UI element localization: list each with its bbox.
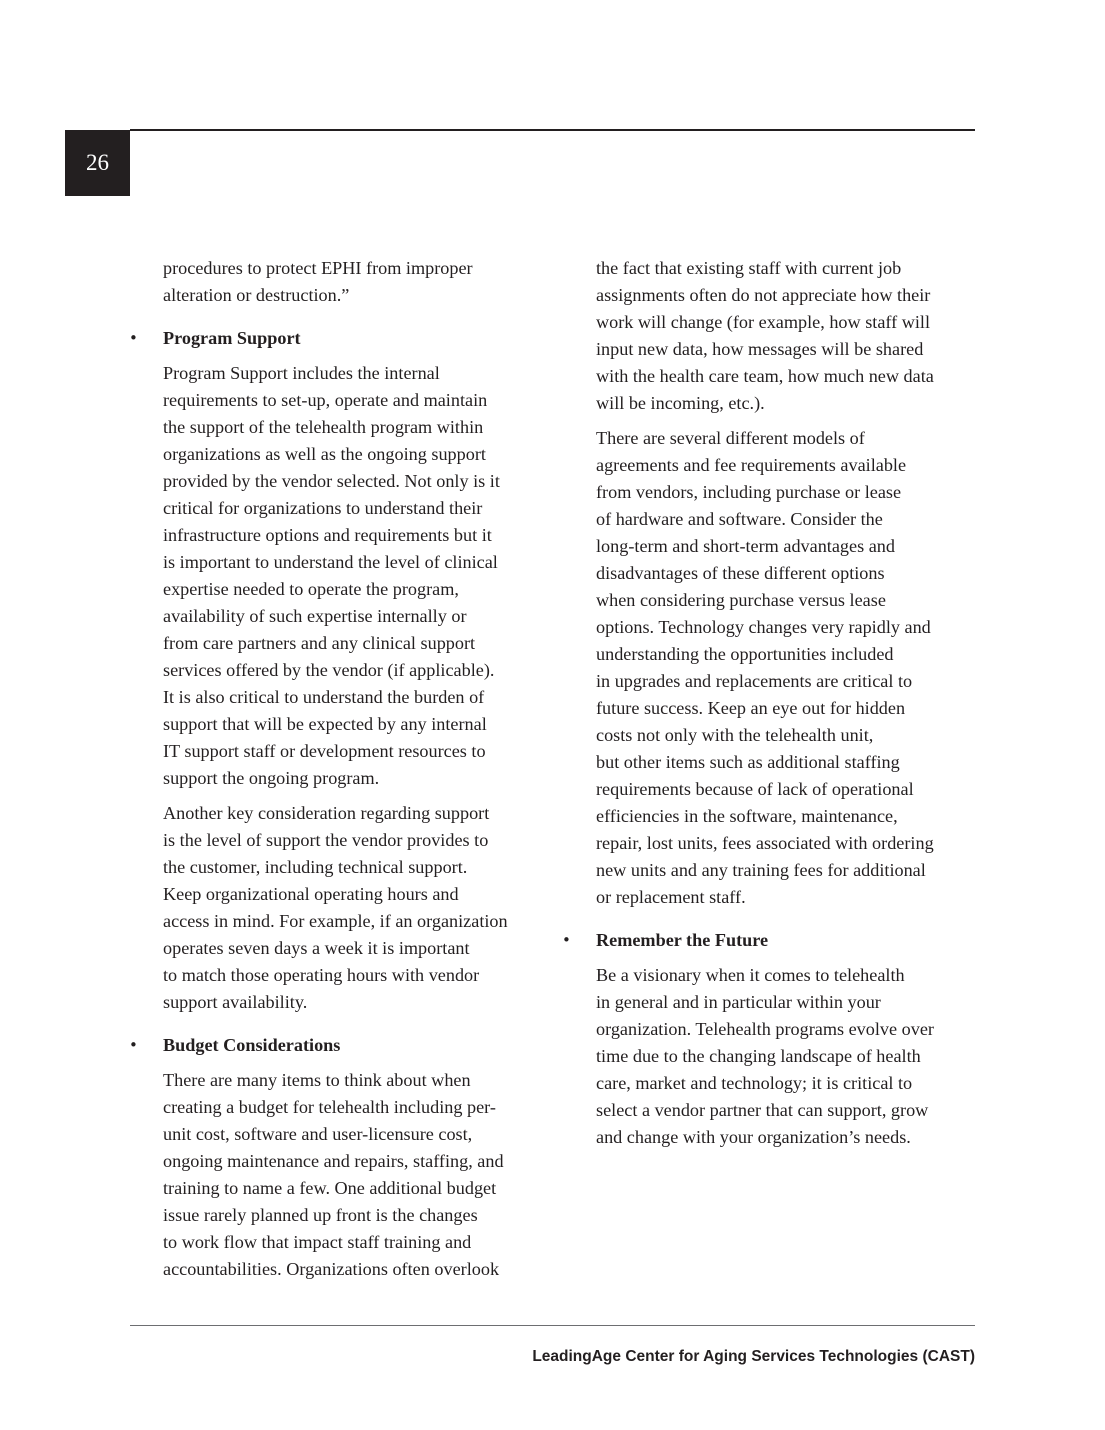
bullet-heading-future [562, 927, 981, 954]
bullet-icon: • [129, 1036, 138, 1054]
footer-rule [130, 1325, 975, 1326]
right-column [562, 255, 981, 1151]
program-support-paragraph-1: Program Support includes the internal requirements to set-up, operate and maintain the support of the telehealth program within organizations as well as the ongoing support provided by the vendor selected. Not only is it critical for organizations to understand their infrastructure options and requirements but it is important to understand the level of clinical expertise needed to operate the program, availability of such expertise internally or from care partners and any clinical support services offered by the vendor (if applicable). It is also critical to understand the burden of support that will be expected by any internal IT support staff or development resources to support the ongoing program. [163, 363, 500, 788]
left-column [129, 255, 548, 1283]
heading-budget-considerations: Budget Considerations [163, 1035, 341, 1055]
header-rule [130, 129, 975, 131]
budget-paragraph-2: There are several different models of agreements and fee requirements available from vendors, including purchase or lease of hardware and software. Consider the long-term and short-term advantages and disadvantages of these different options when considering purchase versus lease options. Technology changes very rapidly and understanding the opportunities included in upgrades and replacements are critical to future success. Keep an eye out for hidden costs not only with the telehealth unit, but other items such as additional staffing requirements because of lack of operational efficiencies in the software, maintenance, repair, lost units, fees associated with ordering new units and any training fees for additional or replacement staff. [596, 428, 934, 907]
bullet-heading-budget [129, 1032, 548, 1059]
bullet-heading-program-support [129, 325, 548, 352]
intro-paragraph: procedures to protect EPHI from improper alteration or destruction.” [163, 258, 473, 305]
page-number: 26 [86, 150, 109, 175]
budget-continuation-paragraph: the fact that existing staff with current job assignments often do not appreciate how their work will change (for example, how staff will input new data, how messages will be shared with the health care team, how much new data will be incoming, etc.). [596, 258, 934, 413]
footer-publisher: LeadingAge Center for Aging Services Technologies (CAST) [532, 1348, 975, 1365]
heading-program-support: Program Support [163, 328, 301, 348]
budget-paragraph-1: There are many items to think about when creating a budget for telehealth including per- unit cost, software and user-licensure cost, ongoing maintenance and repairs, staffing, and training to name a few. One additional budget issue rarely planned up front is the changes to work flow that impact staff training and accountabilities. Organizations often overlook [163, 1070, 504, 1279]
heading-remember-the-future: Remember the Future [596, 930, 769, 950]
future-paragraph-1: Be a visionary when it comes to telehealth in general and in particular within your organization. Telehealth programs evolve over time due to the changing landscape of health care, market and technology; it is critical to select a vendor partner that can support, grow and change with your organization’s needs. [596, 965, 934, 1147]
bullet-icon: • [562, 931, 571, 949]
program-support-paragraph-2: Another key consideration regarding support is the level of support the vendor provides to the customer, including technical support. Keep organizational operating hours and access in mind. For example, if an organization operates seven days a week it is important to match those operating hours with vendor support availability. [163, 803, 508, 1012]
bullet-icon: • [129, 329, 138, 347]
page-number-box [65, 130, 130, 196]
